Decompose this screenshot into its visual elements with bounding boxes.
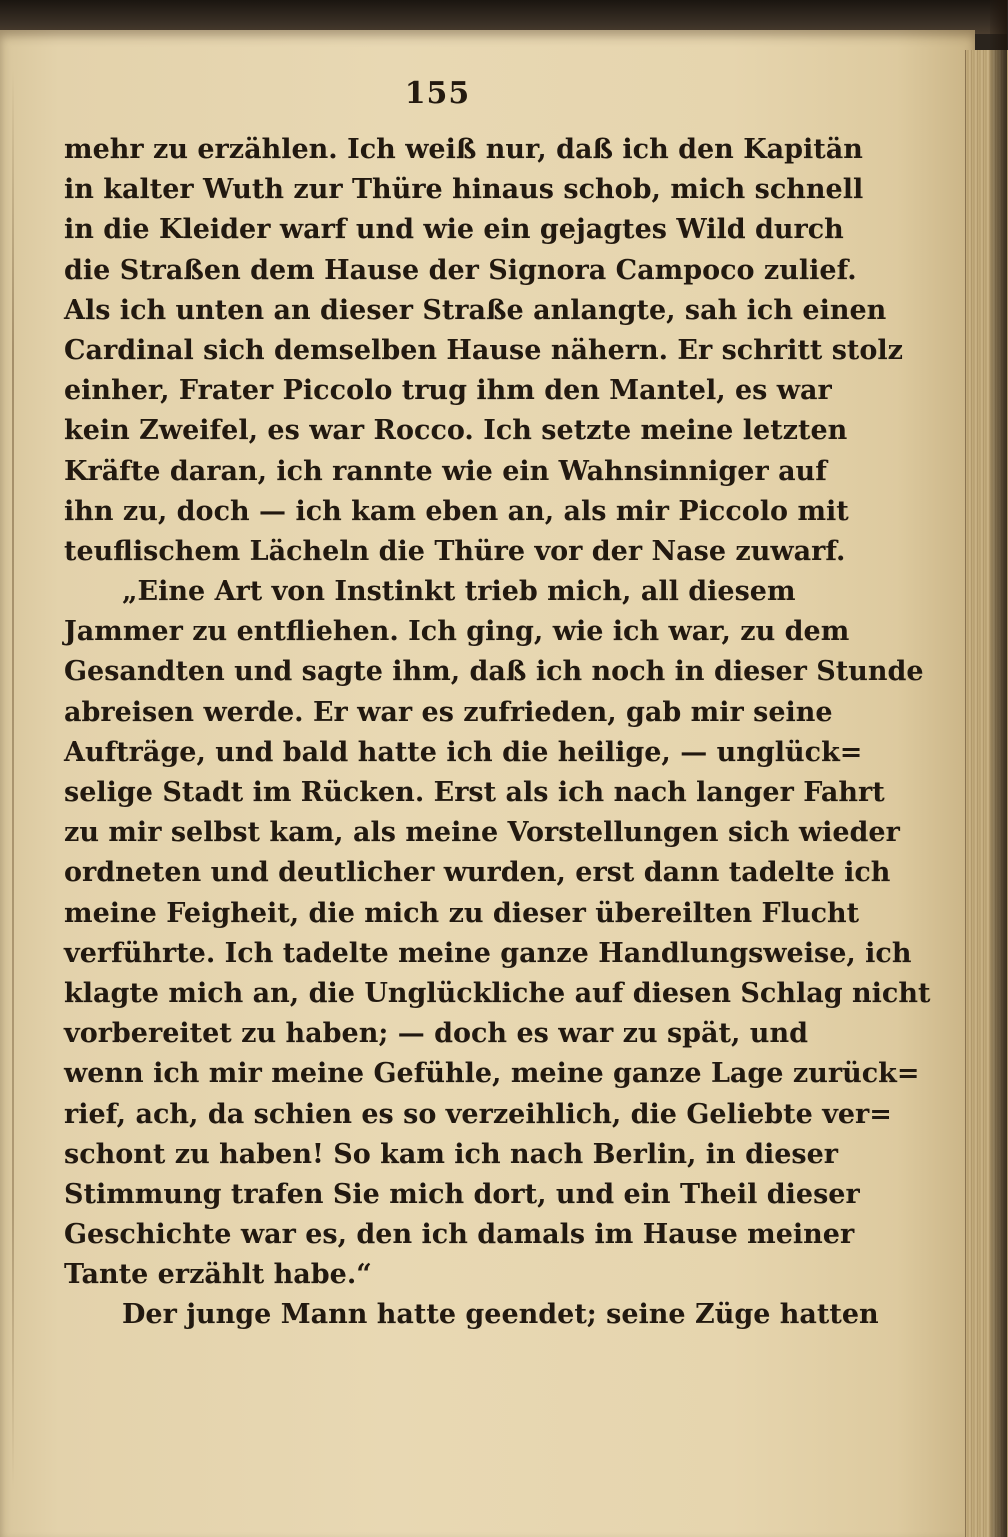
text-line: mehr zu erzählen. Ich weiß nur, daß ich den Kapitän	[64, 134, 863, 165]
text-line: ordneten und deutlicher wurden, erst dann tadelte ich	[64, 857, 891, 889]
text-line: abreisen werde. Er war es zufrieden, gab mir seine	[64, 696, 833, 728]
text-line: schont zu haben! So kam ich nach Berlin, in dieser	[64, 1138, 838, 1170]
text-line: Als ich unten an dieser Straße anlangte, sah ich einen	[64, 294, 887, 326]
text-line: Jammer zu entfliehen. Ich ging, wie ich war, zu dem	[64, 616, 850, 648]
text-line: zu mir selbst kam, als meine Vorstellungen sich wieder	[64, 817, 900, 849]
text-line: verführte. Ich tadelte meine ganze Handlungsweise, ich	[64, 937, 912, 969]
text-line: Gesandten und sagte ihm, daß ich noch in dieser Stunde	[64, 656, 924, 688]
text-line: kein Zweifel, es war Rocco. Ich setzte meine letzten	[64, 415, 848, 447]
text-line: Tante erzählt habe.“	[64, 1259, 372, 1291]
text-line: in die Kleider warf und wie ein gejagtes Wild durch	[64, 214, 844, 246]
body-text	[64, 130, 931, 1336]
text-line: „Eine Art von Instinkt trieb mich, all diesem	[122, 576, 796, 608]
text-line: einher, Frater Piccolo trug ihm den Mantel, es war	[64, 375, 832, 407]
text-line: teuflischem Lächeln die Thüre vor der Nase zuwarf.	[64, 535, 846, 567]
text-line: die Straßen dem Hause der Signora Campoco zulief.	[64, 254, 857, 286]
text-line: rief, ach, da schien es so verzeihlich, die Geliebte ver=	[64, 1098, 892, 1130]
text-line: vorbereitet zu haben; — doch es war zu spät, und	[64, 1018, 808, 1050]
text-line: in kalter Wuth zur Thüre hinaus schob, mich schnell	[64, 174, 864, 206]
text-line: Aufträge, und bald hatte ich die heilige, — unglück=	[64, 736, 863, 768]
book-spine-shadow	[0, 0, 1007, 34]
text-line: Der junge Mann hatte geendet; seine Züge hatten	[122, 1299, 879, 1331]
text-line: selige Stadt im Rücken. Erst als ich nach langer Fahrt	[64, 777, 885, 808]
text-line: klagte mich an, die Unglückliche auf diesen Schlag nicht	[64, 977, 931, 1009]
text-line: Cardinal sich demselben Hause nähern. Er schritt stolz	[64, 334, 903, 366]
text-line: Stimmung trafen Sie mich dort, und ein Theil dieser	[64, 1178, 860, 1210]
text-line: meine Feigheit, die mich zu dieser übereilten Flucht	[64, 897, 860, 929]
page-number: 155	[404, 76, 471, 111]
text-line: wenn ich mir meine Gefühle, meine ganze Lage zurück=	[64, 1058, 920, 1090]
text-line: Geschichte war es, den ich damals im Hause meiner	[64, 1219, 855, 1251]
book-edge-shadow	[990, 0, 1007, 1537]
text-line: ihn zu, doch — ich kam eben an, als mir Piccolo mit	[64, 495, 849, 527]
text-line: Kräfte daran, ich rannte wie ein Wahnsinniger auf	[64, 455, 827, 487]
gutter-crease	[12, 70, 14, 1490]
